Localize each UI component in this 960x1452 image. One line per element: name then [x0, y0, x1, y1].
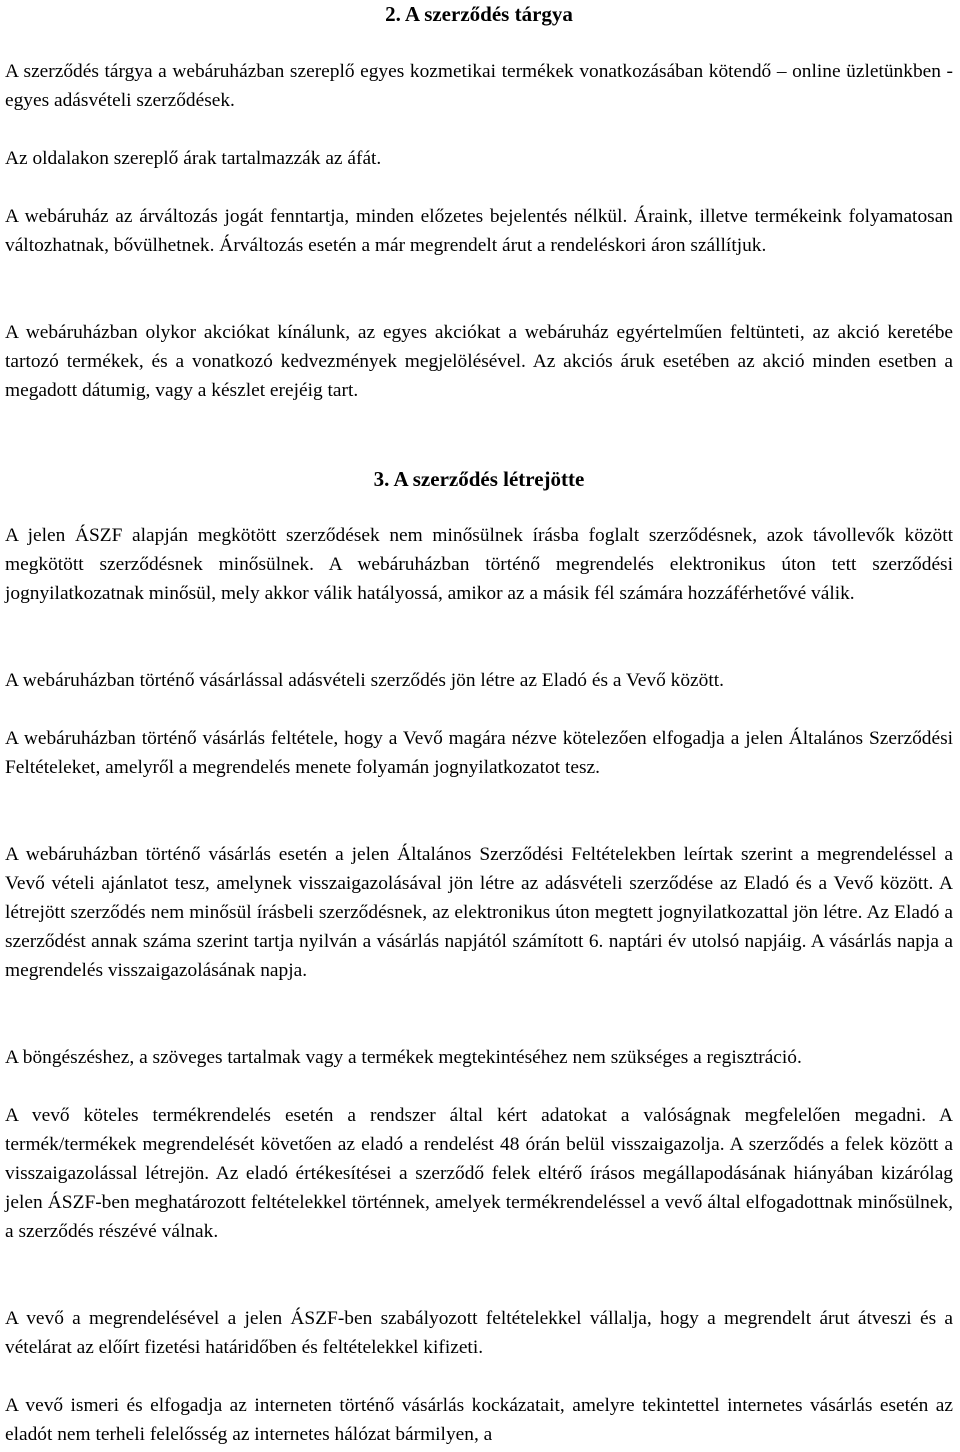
section-2-heading: 2. A szerződés tárgya [385, 2, 573, 26]
section-3-paragraph: A böngészéshez, a szöveges tartalmak vagy a termékek megtekintéséhez nem szükséges a regisztráció. [5, 1047, 802, 1068]
section-3-paragraph: A webáruházban történő vásárlás feltétele, hogy a Vevő magára nézve kötelezően elfogadja a jelen Általános Szerződési Feltételeket, amelyről a megrendelés menete folyamán jognyilatkozatot tesz. [5, 728, 953, 778]
section-3-paragraph: A vevő köteles termékrendelés esetén a rendszer által kért adatokat a valóságnak megfelelően megadni. A termék/termékek megrendelését követően az eladó a rendelést 48 órán belül visszaigazolja. A szerződés a felek között a visszaigazolással létrejön. Az eladó értékesítései a szerződő felek eltérő írásos megállapodásának hiányában kizárólag jelen ÁSZF-ben meghatározott feltételekkel történnek, amelyek termékrendeléssel a vevő által elfogadottnak minősülnek, a szerződés részévé válnak. [5, 1105, 953, 1242]
section-3-paragraph: A vevő a megrendelésével a jelen ÁSZF-ben szabályozott feltételekkel vállalja, hogy a megrendelt árut átveszi és a vételárat az előírt fizetési határidőben és feltételekkel kifizeti. [5, 1308, 953, 1358]
section-2-paragraph: Az oldalakon szereplő árak tartalmazzák az áfát. [5, 148, 382, 169]
section-2-paragraph: A webáruházban olykor akciókat kínálunk, az egyes akciókat a webáruház egyértelműen feltünteti, az akció keretébe tartozó termékek, és a vonatkozó kedvezmények megjelölésével. Az akciós áruk esetében az akció minden esetben a megadott dátumig, vagy a készlet erejéig tart. [5, 322, 953, 401]
section-3-heading: 3. A szerződés létrejötte [373, 467, 585, 491]
section-2-paragraph: A webáruház az árváltozás jogát fenntartja, minden előzetes bejelentés nélkül. Áraink, illetve termékeink folyamatosan változhatnak, bővülhetnek. Árváltozás esetén a már megrendelt árut a rendeléskori áron szállítjuk. [5, 206, 953, 256]
section-3-paragraph: A vevő ismeri és elfogadja az interneten történő vásárlás kockázatait, amelyre tekintettel internetes vásárlás esetén az eladót nem terheli felelősség az internetes hálózat bármilyen, a [5, 1395, 953, 1445]
section-3-paragraph: A webáruházban történő vásárlással adásvételi szerződés jön létre az Eladó és a Vevő között. [5, 670, 724, 691]
section-3-paragraph: A jelen ÁSZF alapján megkötött szerződések nem minősülnek írásba foglalt szerződésnek, azok távollevők között megkötött szerződésnek minősülnek. A webáruházban történő megrendelés elektronikus úton tett szerződési jognyilatkozatnak minősül, mely akkor válik hatályossá, amikor az a másik fél számára hozzáférhetővé válik. [5, 525, 953, 604]
section-2-paragraph: A szerződés tárgya a webáruházban szereplő egyes kozmetikai termékek vonatkozásában kötendő – online üzletünkben - egyes adásvételi szerződések. [5, 61, 953, 111]
section-3-paragraph: A webáruházban történő vásárlás esetén a jelen Általános Szerződési Feltételekben leírtak szerint a megrendeléssel a Vevő vételi ajánlatot tesz, amelynek visszaigazolásával jön létre az adásvételi szerződése az Eladó és a Vevő között. A létrejött szerződés nem minősül írásbeli szerződésnek, az elektronikus úton megtett jognyilatkozattal jön létre. Az Eladó a szerződést annak száma szerint tartja nyilván a vásárlás napjától számított 6. naptári év utolsó napjáig. A vásárlás napja a megrendelés visszaigazolásának napja. [5, 844, 953, 981]
